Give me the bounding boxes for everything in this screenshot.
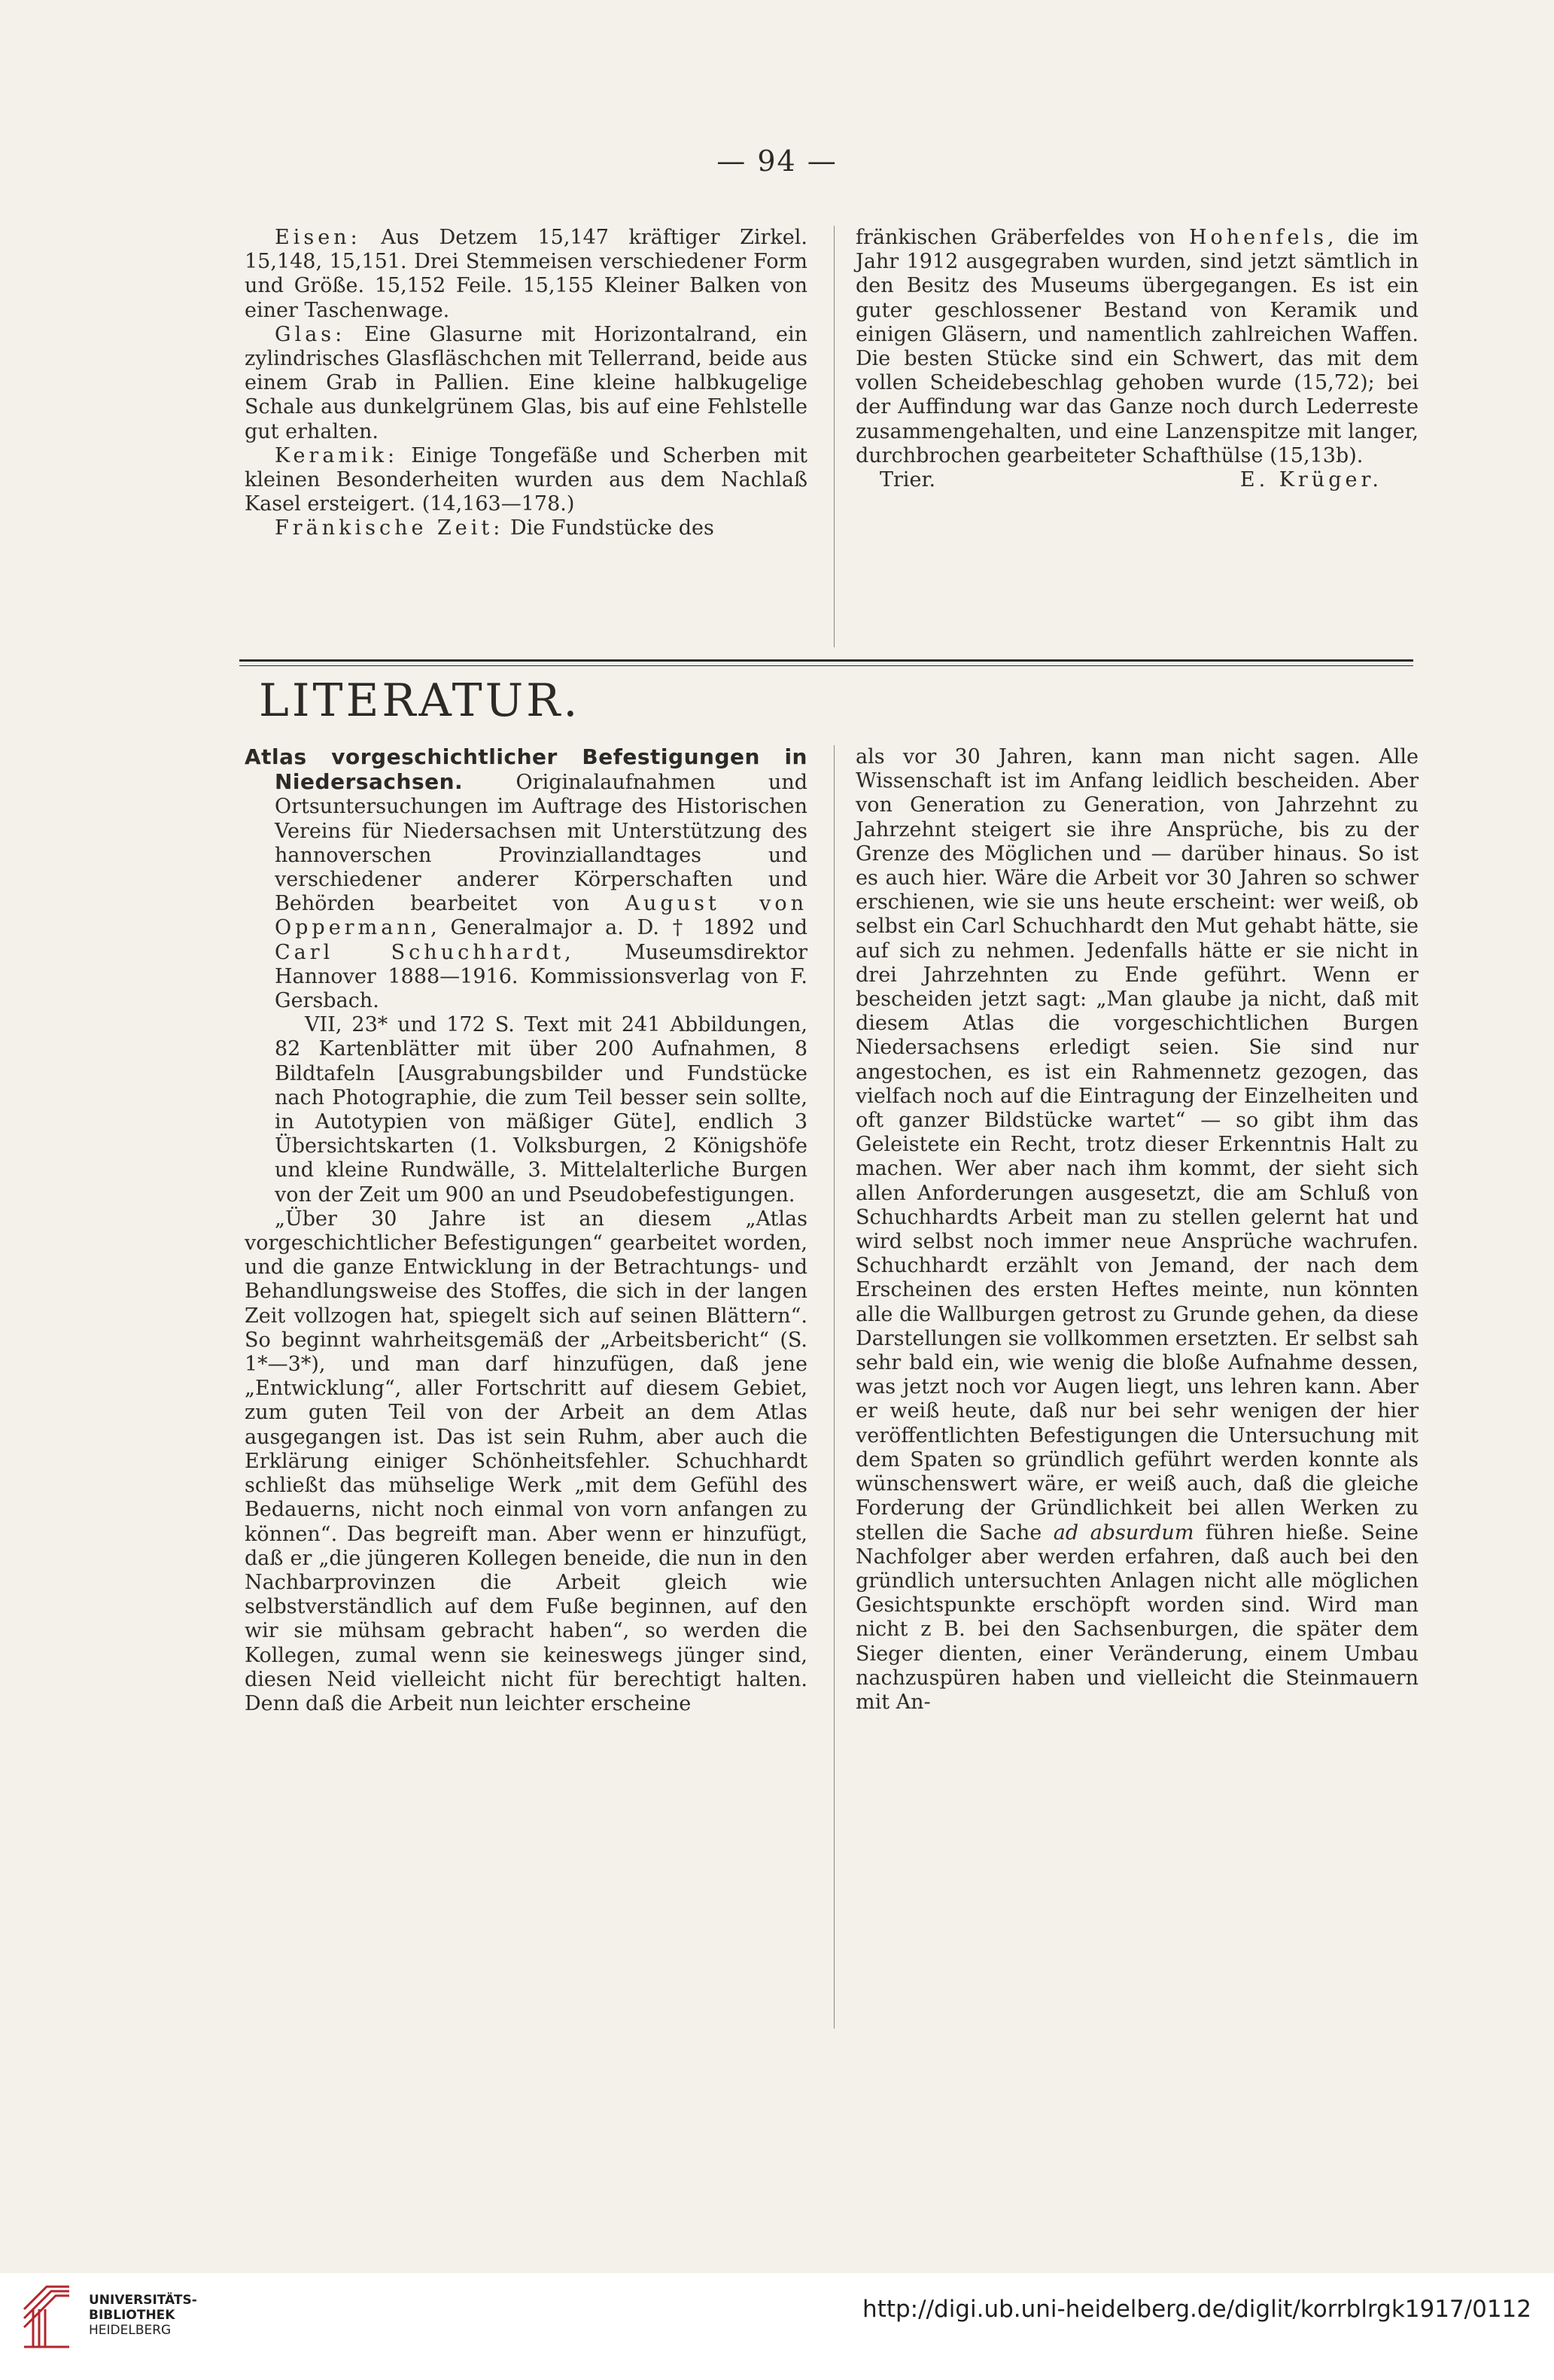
signature-author: E. Krüger. bbox=[1239, 468, 1382, 492]
author-name: Carl Schuchhardt bbox=[275, 940, 565, 964]
category-label: Eisen: bbox=[275, 226, 361, 249]
paragraph-glas bbox=[245, 323, 807, 444]
section-title: LITERATUR. bbox=[259, 674, 581, 727]
section-rule-bottom bbox=[239, 665, 1413, 666]
place-name: Hohenfels bbox=[1188, 226, 1327, 249]
literature-left-column bbox=[245, 745, 807, 1716]
entry-description: VII, 23* und 172 S. Text mit 241 Abbildungen, 82 Kartenblätter mit über 200 Aufnahmen, 8 Bildtafeln [Ausgrabungsbilder und Fundstücke nach Photographie, die zum Teil besser sein sollte, in Autotypien von mäßiger Güte], endlich 3 Übersichtskarten (1. Volksburgen, 2 Königshöfe und kleine Rundwälle, 3. Mittelalterliche Burgen von der Zeit um 900 an und Pseudobefestigungen. bbox=[275, 1013, 807, 1207]
category-label: Fränkische Zeit: bbox=[275, 516, 504, 540]
library-name-line: UNIVERSITÄTS- bbox=[89, 2293, 197, 2308]
paragraph-text: Die Fundstücke des bbox=[503, 516, 714, 540]
paragraph-text: Eine Glasurne mit Horizontalrand, ein zylindrisches Glasfläschchen mit Tellerrand, beide aus einem Grab in Pallien. Eine kleine halbkugelige Schale aus dunkelgrünem Glas, bis auf eine Fehlstelle gut erhalten. bbox=[245, 322, 807, 443]
paragraph-eisen bbox=[245, 226, 807, 323]
paragraph-text: Einige Tongefäße und Scherben mit kleinen Besonderheiten wurden aus dem Nachlaß Kasel ersteigert. (14,163—178.) bbox=[245, 443, 807, 516]
library-name-line: HEIDELBERG bbox=[89, 2323, 172, 2338]
bibliographic-entry bbox=[245, 745, 807, 1013]
paragraph-text: fränkischen Gräberfeldes von bbox=[856, 226, 1189, 249]
category-label: Keramik: bbox=[275, 443, 399, 467]
category-label: Glas: bbox=[275, 322, 346, 346]
section-rule-top bbox=[239, 659, 1413, 662]
paragraph-text: Aus Detzem 15,147 kräftiger Zirkel. 15,148, 15,151. Drei Stemmeisen verschiedener Form und Größe. 15,152 Feile. 15,155 Kleiner Balken von einer Taschenwage. bbox=[245, 226, 807, 322]
review-body: „Über 30 Jahre ist an diesem „Atlas vorgeschichtlicher Befestigungen“ gearbeitet worden, und die ganze Entwicklung in der Betrachtungs- und Behandlungsweise des Stoffes, die sich in der langen Zeit vollzogen hat, spiegelt sich auf seinen Blättern“. So beginnt wahrheitsgemäß der „Arbeitsbericht“ (S. 1*—3*), und man darf hinzufügen, daß jene „Entwicklung“, aller Fortschritt auf diesem Gebiet, zum guten Teil von der Arbeit an dem Atlas ausgegangen ist. Das ist sein Ruhm, aber auch die Erklärung einiger Schönheitsfehler. Schuchhardt schließt das mühselige Werk „mit dem Gefühl des Bedauerns, nicht noch einmal von vorn anfangen zu können“. Das begreift man. Aber wenn er hinzufügt, daß er „die jüngeren Kollegen beneide, die nun in den Nachbarprovinzen die Arbeit gleich wie selbstverständlich auf dem Fuße beginnen, auf den wir sie mühsam gebracht haben“, so werden die Kollegen, zumal wenn sie keineswegs jünger sind, diesen Neid vielleicht nicht für berechtigt halten. Denn daß die Arbeit nun leichter erscheine bbox=[245, 1207, 807, 1715]
source-url-link[interactable]: http://digi.ub.uni-heidelberg.de/diglit/korrblrgk1917/0112 bbox=[862, 2296, 1531, 2323]
paragraph-text: als vor 30 Jahren, kann man nicht sagen. Alle Wissenschaft ist im Anfang leidlich bescheiden. Aber von Generation zu Generation, von Jahrzehnt zu Jahrzehnt steigert sie ihre Ansprüche, bis zu der Grenze des Möglichen und — darüber hinaus. So ist es auch hier. Wäre die Arbeit vor 30 Jahren so schwer erschienen, wie sie uns heute erscheint: wer weiß, ob selbst ein Carl Schuchhardt den Mut gehabt hätte, sie auf sich zu nehmen. Jedenfalls hätte er sie nicht in drei Jahrzehnten zu Ende geführt. Wenn er bescheiden jetzt sagt: „Man glaube ja nicht, daß mit diesem Atlas die vorgeschichtlichen Burgen Niedersachsens erledigt seien. Sie sind nur angestochen, es ist ein Rahmennetz gezogen, das vielfach noch auf die Eintragung der Einzelheiten und oft ganzer Bildstücke wartet“ — so gibt ihm das Geleistete ein Recht, trotz dieser Erkenntnis Halt zu machen. Wer aber nach ihm kommt, der sieht sich allen Anforderungen ausgesetzt, die am Schluß von Schuchhardts Arbeit man zu stellen gelernt hat und wird selbst noch immer neue Ansprüche wachrufen. Schuchhardt erzählt von Jemand, der nach dem Erscheinen des ersten Heftes meinte, nun könnten alle die Wallburgen getrost zu Grunde gehen, da diese Darstellungen sie vollkommen ersetzten. Er selbst sah sehr bald ein, wie wenig die bloße Aufnahme dessen, was jetzt noch vor Augen liegt, uns lehren kann. Aber er weiß heute, daß nur bei sehr wenigen der hier veröffentlichten Befestigungen die Untersuchung mit dem Spaten so gründlich geführt werden konnte als wünschenswert wäre, er weiß auch, daß die gleiche Forderung der Gründlichkeit bei allen Werken zu stellen die Sache bbox=[856, 745, 1419, 1545]
footer-bar bbox=[0, 2273, 1554, 2380]
paragraph-text: , die im Jahr 1912 ausgegraben wurden, sind jetzt sämtlich in den Besitz des Museums übergegangen. Es ist ein guter geschlossener Bestand von Keramik und einigen Gläsern, und namentlich zahlreichen Waffen. Die besten Stücke sind ein Schwert, das mit dem vollen Scheidebeschlag gehoben wurde (15,72); bei der Auffindung war das Ganze noch durch Lederreste zusammengehalten, und eine Lanzenspitze mit langer, durchbrochen gearbeiteter Schafthülse (15,13b). bbox=[856, 226, 1419, 467]
paragraph-fraenkisch bbox=[245, 516, 807, 540]
article-right-column bbox=[856, 226, 1419, 492]
library-logo-icon bbox=[17, 2279, 77, 2354]
signature-place: Trier. bbox=[880, 468, 936, 492]
literature-right-column bbox=[856, 745, 1419, 1715]
review-continued bbox=[856, 745, 1419, 1715]
column-divider bbox=[834, 745, 835, 2028]
author-name: August von Oppermann bbox=[275, 892, 807, 940]
paragraph-hohenfels bbox=[856, 226, 1419, 468]
paragraph-text: führen hieße. Seine Nachfolger aber werden erfahren, daß auch bei den gründlich untersuchten Anlagen nicht alle möglichen Gesichtspunkte erschöpft worden sind. Wird man nicht z B. bei den Sachsenburgen, die später dem Sieger dienten, einer Veränderung, einem Umbau nachzuspüren haben und vielleicht die Steinmauern mit An- bbox=[856, 1520, 1419, 1714]
entry-text: Originalaufnahmen und Ortsuntersuchungen im Auftrage des Historischen Vereins für Niedersachsen mit Unterstützung des hannoverschen Provinziallandtages und verschiedener anderer Körperschaften und Behörden bearbeitet von bbox=[275, 771, 807, 916]
page-number: — 94 — bbox=[716, 145, 838, 178]
column-divider bbox=[834, 226, 835, 647]
signature-line bbox=[856, 468, 1419, 492]
paragraph-keramik bbox=[245, 444, 807, 517]
article-left-column bbox=[245, 226, 807, 541]
entry-text: , Generalmajor a. D. † 1892 und bbox=[430, 916, 807, 940]
library-name-line: BIBLIOTHEK bbox=[89, 2308, 175, 2323]
entry-title: Atlas vorgeschichtlicher Befestigungen in Niedersachsen. bbox=[245, 744, 807, 795]
library-name bbox=[89, 2293, 197, 2338]
entry-text: , Museumsdirektor Hannover 1888—1916. Kommissionsverlag von F. Gersbach. bbox=[275, 940, 807, 1013]
latin-phrase: ad absurdum bbox=[1053, 1520, 1194, 1545]
